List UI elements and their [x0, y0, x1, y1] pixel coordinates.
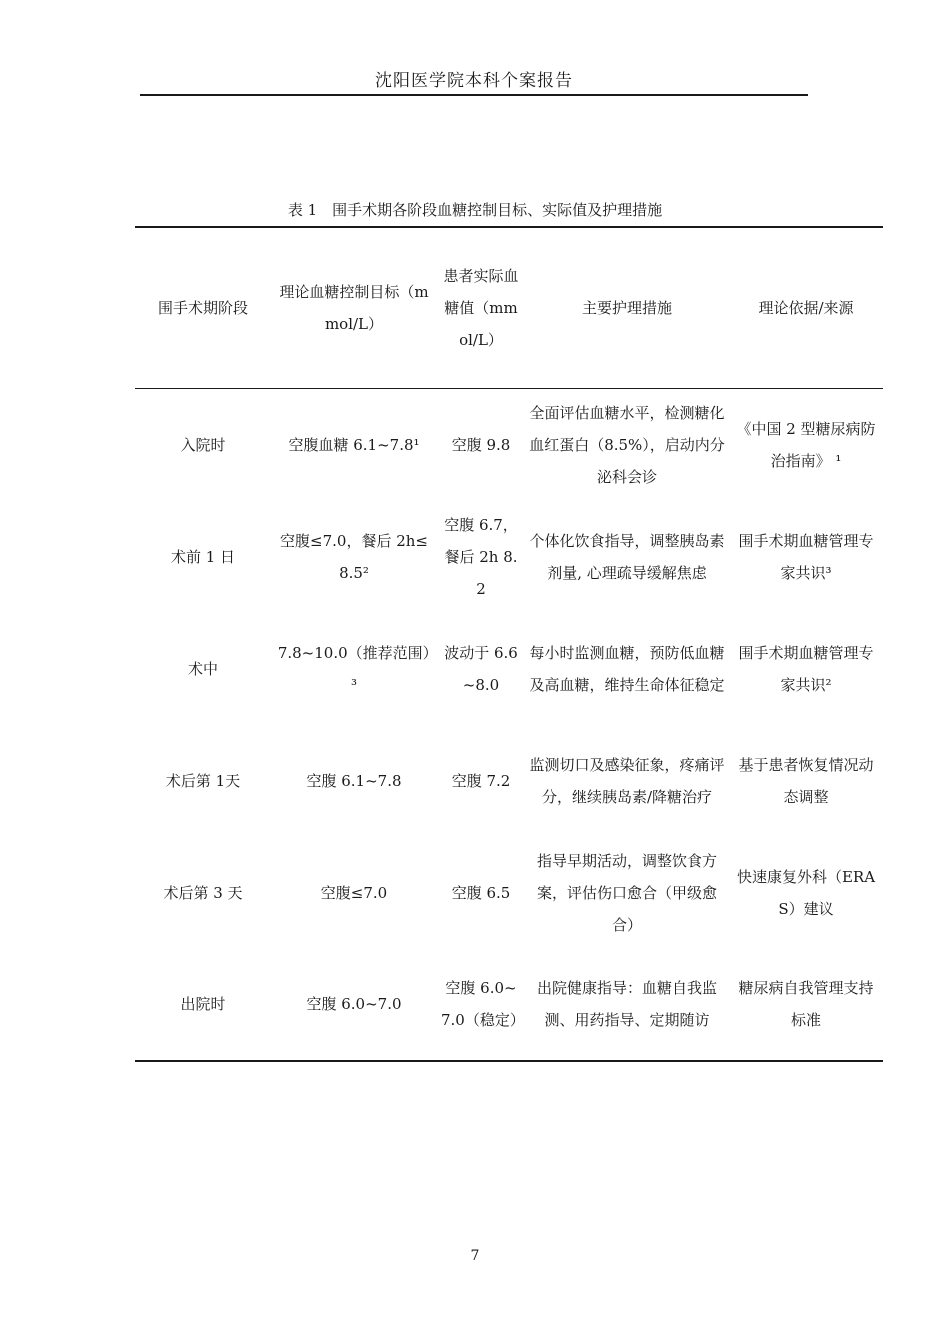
cell-basis: 《中国 2 型糖尿病防治指南》 ¹ [736, 419, 876, 470]
column-header-stage: 围手术期阶段 [157, 299, 248, 317]
cell-measures: 出院健康指导：血糖自我监测、用药指导、定期随访 [536, 979, 717, 1029]
cell-target: 空腹血糖 6.1~7.8¹ [288, 435, 420, 454]
cell-actual: 空腹 6.5 [451, 883, 511, 902]
table-row [135, 725, 883, 837]
cell-basis: 快速康复外科（ERAS）建议 [736, 867, 876, 918]
cell-target: 空腹 6.1~7.8 [306, 771, 402, 790]
table-header-row [135, 227, 883, 389]
column-header-actual: 患者实际血糖值（mmol/L） [443, 267, 519, 349]
cell-target: 空腹 6.0~7.0 [306, 995, 402, 1013]
column-header-basis: 理论依据/来源 [758, 299, 854, 317]
cell-basis: 围手术期血糖管理专家共识³ [738, 531, 874, 582]
cell-stage: 术中 [187, 659, 218, 678]
cell-measures: 每小时监测血糖，预防低血糖及高血糖，维持生命体征稳定 [529, 643, 725, 694]
cell-actual: 空腹 9.8 [451, 435, 511, 454]
cell-target: 空腹≤7.0 [320, 883, 388, 902]
table-row [135, 613, 883, 725]
cell-actual: 空腹 6.7，餐后 2h 8.2 [444, 515, 518, 598]
cell-target: 7.8~10.0（推荐范围）³ [277, 643, 431, 694]
page-number: 7 [470, 1248, 480, 1264]
cell-basis: 糖尿病自我管理支持标准 [738, 979, 874, 1029]
cell-basis: 围手术期血糖管理专家共识² [738, 643, 874, 694]
cell-stage: 术前 1 日 [170, 547, 236, 566]
cell-actual: 空腹 6.0~7.0（稳定） [441, 979, 525, 1029]
table-caption: 表 1 围手术期各阶段血糖控制目标、实际值及护理措施 [287, 201, 663, 219]
cell-actual: 波动于 6.6~8.0 [444, 643, 518, 694]
glucose-control-table [135, 226, 883, 1062]
header-rule [140, 94, 808, 96]
cell-stage: 术后第 3 天 [163, 883, 243, 902]
table-row [135, 389, 883, 501]
cell-measures: 个体化饮食指导，调整胰岛素剂量, 心理疏导缓解焦虑 [529, 531, 725, 582]
table-row [135, 501, 883, 613]
cell-stage: 入院时 [180, 435, 226, 454]
column-header-measures: 主要护理措施 [581, 299, 672, 317]
cell-actual: 空腹 7.2 [451, 771, 511, 790]
column-header-target: 理论血糖控制目标（mmol/L） [279, 283, 429, 333]
table-row [135, 949, 883, 1061]
table-row [135, 837, 883, 949]
cell-target: 空腹≤7.0，餐后 2h≤8.5² [280, 531, 428, 582]
cell-measures: 监测切口及感染征象，疼痛评分，继续胰岛素/降糖治疗 [529, 755, 725, 806]
cell-stage: 出院时 [180, 995, 226, 1013]
cell-measures: 指导早期活动，调整饮食方案，评估伤口愈合（甲级愈合） [536, 851, 717, 934]
cell-stage: 术后第 1天 [165, 771, 241, 790]
cell-basis: 基于患者恢复情况动态调整 [738, 755, 874, 806]
page-header-title: 沈阳医学院本科个案报告 [375, 71, 573, 91]
cell-measures: 全面评估血糖水平，检测糖化血红蛋白（8.5%），启动内分泌科会诊 [529, 403, 725, 486]
